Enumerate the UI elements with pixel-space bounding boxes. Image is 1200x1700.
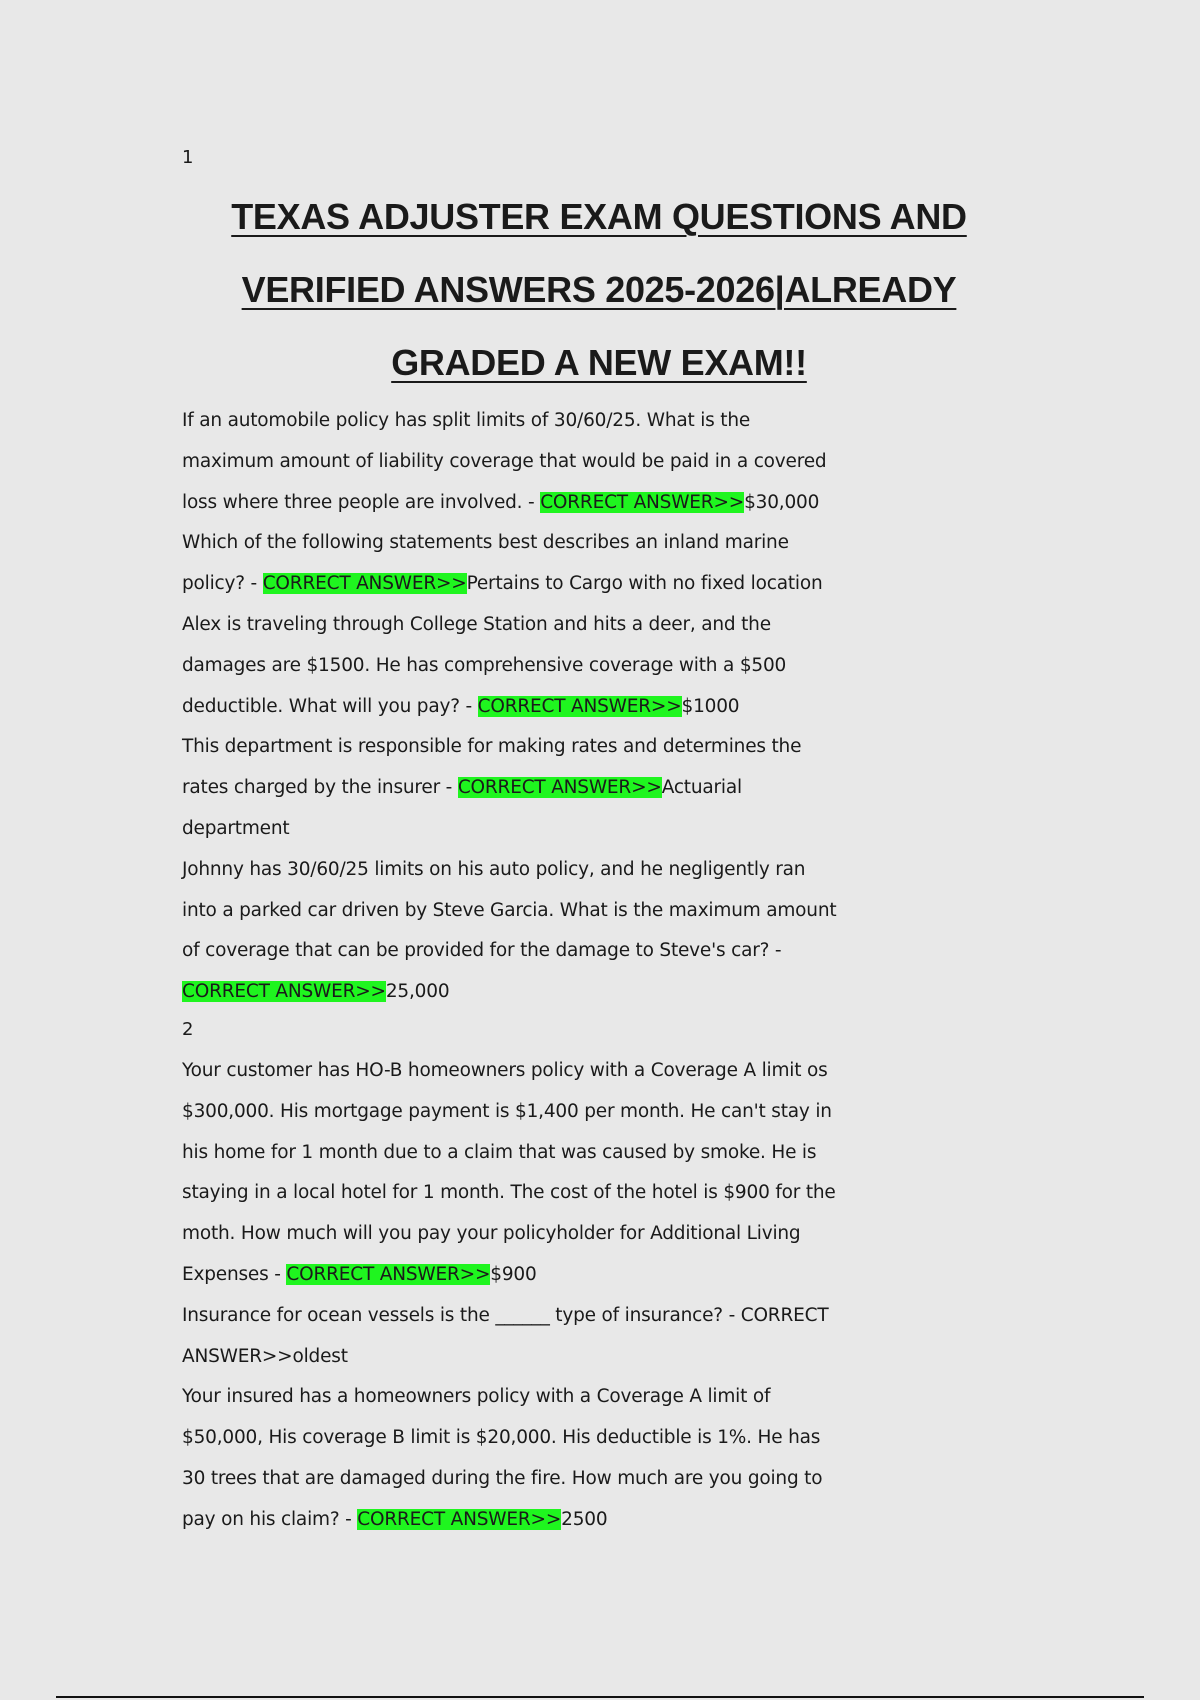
question-text: Insurance for ocean vessels is the ______ type of insurance? - CORRECT ANSWER>>oldest — [182, 1304, 829, 1367]
qa-item — [182, 523, 842, 605]
answer-marker: CORRECT ANSWER>> — [182, 981, 386, 1003]
answer-marker: CORRECT ANSWER>> — [540, 491, 745, 513]
answer-marker: CORRECT ANSWER>> — [262, 573, 467, 595]
page-number: 2 — [182, 1019, 194, 1040]
answer-marker: CORRECT ANSWER>> — [477, 695, 682, 717]
page-divider — [56, 1696, 1144, 1698]
qa-item — [182, 1051, 842, 1296]
answer-marker: CORRECT ANSWER>> — [286, 1263, 491, 1285]
title-line: VERIFIED ANSWERS 2025-2026|ALREADY — [241, 269, 957, 310]
answer-text: Pertains to Cargo with no fixed location — [466, 573, 823, 595]
answer-text: Actuarial department — [182, 777, 742, 839]
page-number: 1 — [182, 147, 194, 168]
qa-item — [182, 1296, 842, 1378]
question-text: This department is responsible for making rates and determines the rates charged by the insurer - — [182, 736, 802, 799]
answer-text: $1000 — [681, 695, 740, 717]
answer-text: 2500 — [561, 1508, 608, 1530]
qa-item — [182, 605, 842, 727]
answer-marker: CORRECT ANSWER>> — [357, 1508, 562, 1530]
qa-item — [182, 727, 842, 849]
qa-item — [182, 850, 842, 1013]
qa-list-page-2 — [182, 1051, 842, 1541]
question-text: If an automobile policy has split limits of 30/60/25. What is the maximum amount of liability coverage that would be paid in a covered loss where three people are involved. - — [182, 410, 827, 513]
answer-text: $30,000 — [744, 491, 820, 513]
question-text: Your customer has HO-B homeowners policy with a Coverage A limit os $300,000. His mortgage payment is $1,400 per month. He can't stay in his home for 1 month due to a claim that was caused by smoke. He is staying in a local hotel for 1 month. The cost of the hotel is $900 for the moth. How much will you pay your policyholder for Additional Living Expenses - — [182, 1060, 836, 1285]
answer-marker: CORRECT ANSWER>> — [457, 777, 662, 799]
qa-item — [182, 1377, 842, 1540]
qa-item — [182, 401, 842, 523]
question-text: Alex is traveling through College Station and hits a deer, and the damages are $1500. He has comprehensive coverage with a $500 deductible. What will you pay? - — [182, 613, 787, 717]
answer-text: 25,000 — [385, 981, 450, 1003]
answer-text: $900 — [490, 1263, 537, 1285]
question-text: Which of the following statements best describes an inland marine policy? - — [182, 532, 789, 595]
document-title — [182, 180, 1016, 399]
title-line: GRADED A NEW EXAM!! — [391, 342, 807, 383]
title-line: TEXAS ADJUSTER EXAM QUESTIONS AND — [231, 196, 967, 237]
question-text: Johnny has 30/60/25 limits on his auto policy, and he negligently ran into a parked car driven by Steve Garcia. What is the maximum amount of coverage that can be provided for the damage to Steve's car? - — [182, 858, 837, 962]
qa-list-page-1 — [182, 401, 842, 1013]
question-text: Your insured has a homeowners policy with a Coverage A limit of $50,000, His coverage B limit is $20,000. His deductible is 1%. He has 30 trees that are damaged during the fire. How much are you going to pay on his claim? - — [182, 1386, 823, 1530]
